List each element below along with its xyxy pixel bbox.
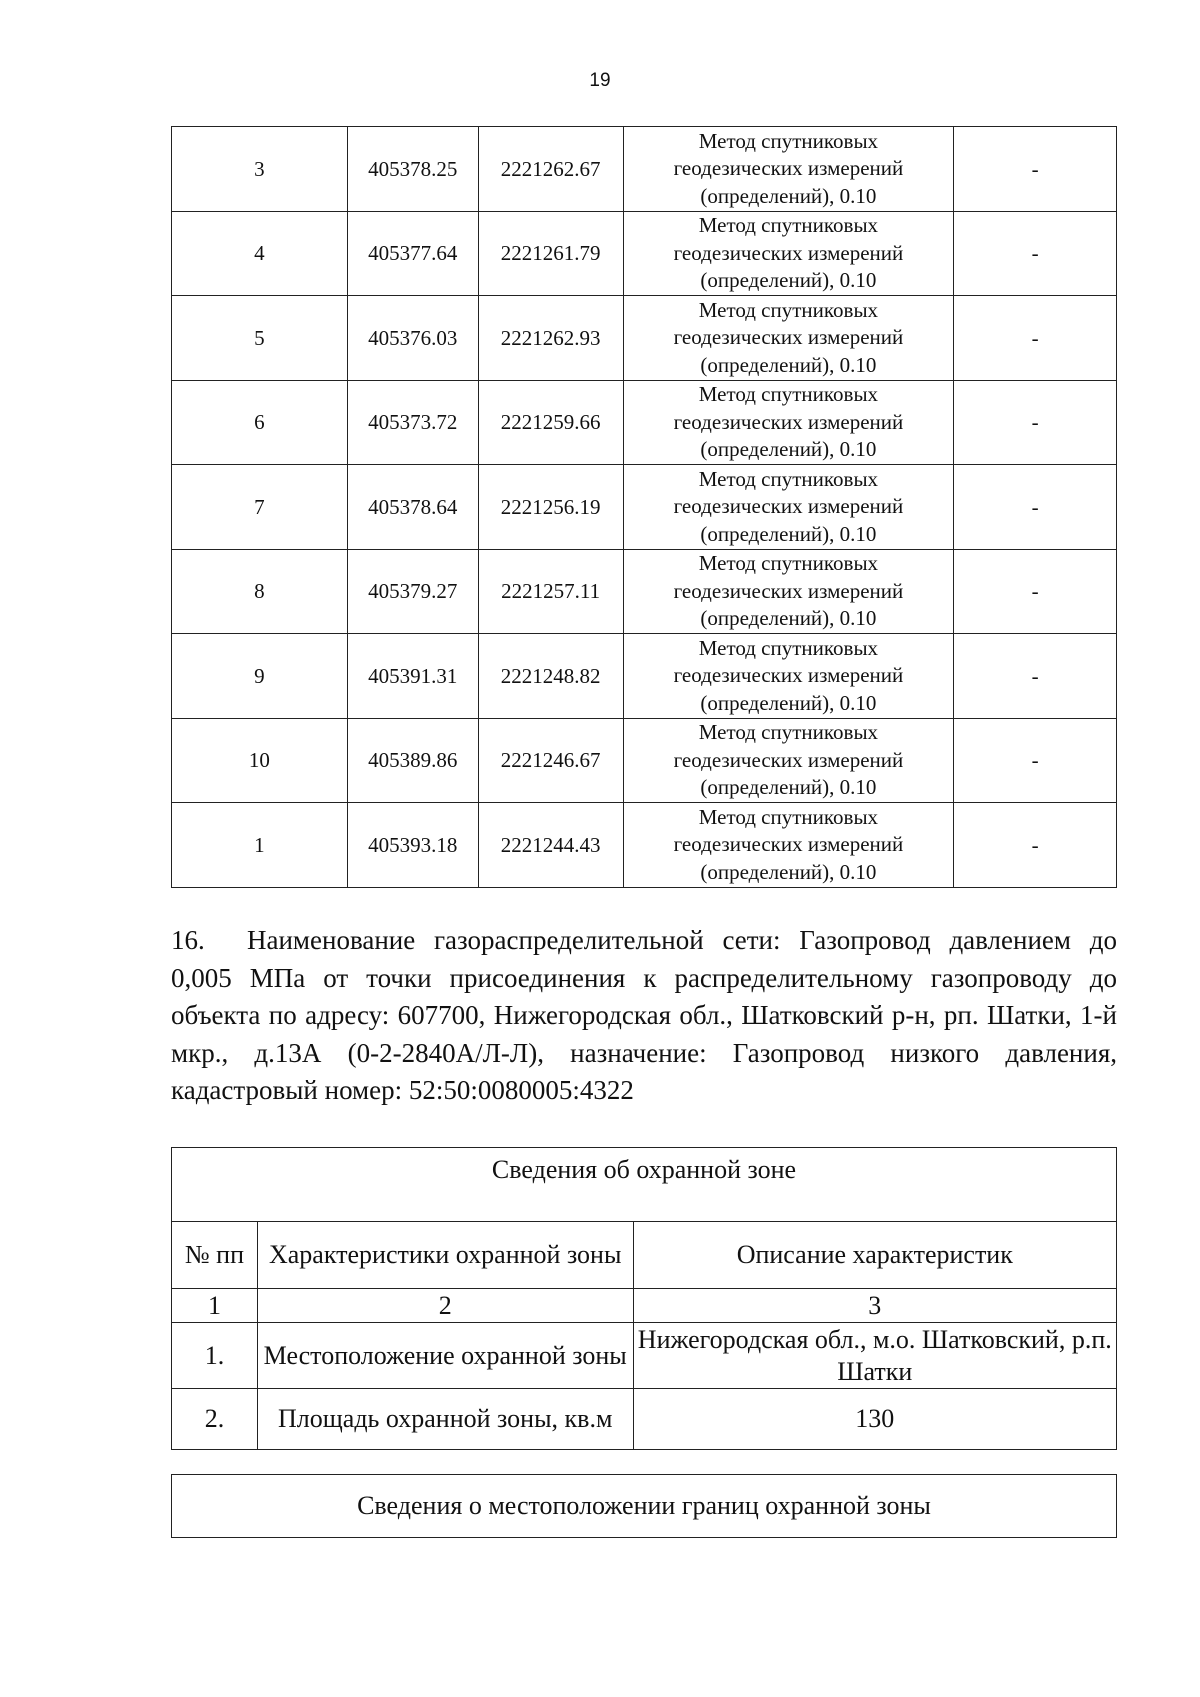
method-line: (определений), 0.10 — [700, 690, 877, 715]
method-line: Метод спутниковых — [698, 720, 879, 744]
point-number: 7 — [172, 465, 348, 550]
point-number: 10 — [172, 718, 348, 803]
column-index: 3 — [633, 1289, 1116, 1323]
y-coordinate: 2221256.19 — [478, 465, 623, 550]
y-coordinate: 2221248.82 — [478, 634, 623, 719]
measurement-method — [623, 127, 954, 212]
x-coordinate: 405378.25 — [347, 127, 478, 212]
method-line: геодезических измерений — [673, 494, 904, 518]
note: - — [954, 549, 1117, 634]
point-number: 3 — [172, 127, 348, 212]
y-coordinate: 2221259.66 — [478, 380, 623, 465]
measurement-method — [623, 718, 954, 803]
method-line: Метод спутниковых — [698, 128, 879, 153]
boundaries-section-title: Сведения о местоположении границ охранной зоны — [171, 1474, 1117, 1538]
point-number: 9 — [172, 634, 348, 719]
note: - — [954, 465, 1117, 550]
x-coordinate: 405378.64 — [347, 465, 478, 550]
measurement-method — [623, 465, 954, 550]
y-coordinate: 2221262.93 — [478, 296, 623, 381]
note: - — [954, 718, 1117, 803]
method-line: геодезических измерений — [673, 240, 904, 265]
method-line: Метод спутниковых — [698, 466, 879, 491]
note: - — [954, 380, 1117, 465]
note: - — [954, 296, 1117, 381]
method-line: геодезических измерений — [673, 663, 904, 687]
method-line: геодезических измерений — [673, 409, 904, 434]
x-coordinate: 405376.03 — [347, 296, 478, 381]
method-line: Метод спутниковых — [698, 804, 879, 829]
point-number: 6 — [172, 380, 348, 465]
coord-row — [172, 718, 1117, 803]
location-value: Нижегородская обл., м.о. Шатковский, р.п. Шатки — [633, 1323, 1116, 1389]
coord-row — [172, 634, 1117, 719]
measurement-method — [623, 380, 954, 465]
x-coordinate: 405393.18 — [347, 803, 478, 888]
x-coordinate: 405373.72 — [347, 380, 478, 465]
point-number: 1 — [172, 803, 348, 888]
x-coordinate: 405389.86 — [347, 718, 478, 803]
method-line: (определений), 0.10 — [700, 437, 877, 461]
location-label: Местоположение охранной зоны — [257, 1323, 633, 1389]
method-line: (определений), 0.10 — [700, 268, 877, 292]
y-coordinate: 2221244.43 — [478, 803, 623, 888]
method-line: Метод спутниковых — [698, 382, 879, 406]
method-line: Метод спутниковых — [698, 635, 879, 660]
note: - — [954, 634, 1117, 719]
method-line: Метод спутниковых — [698, 297, 879, 322]
method-line: (определений), 0.10 — [700, 859, 877, 884]
note: - — [954, 127, 1117, 212]
measurement-method — [623, 296, 954, 381]
page-number: 19 — [589, 70, 611, 91]
coordinates-table — [171, 126, 1117, 888]
column-index: 1 — [172, 1289, 258, 1323]
measurement-method — [623, 211, 954, 296]
note: - — [954, 211, 1117, 296]
method-line: геодезических измерений — [673, 578, 904, 603]
x-coordinate: 405379.27 — [347, 549, 478, 634]
row-number: 2. — [172, 1389, 258, 1450]
coord-row — [172, 380, 1117, 465]
method-line: геодезических измерений — [673, 747, 904, 772]
measurement-method — [623, 549, 954, 634]
y-coordinate: 2221257.11 — [478, 549, 623, 634]
zone-table-title: Сведения об охранной зоне — [172, 1148, 1117, 1222]
section-text: Наименование газораспределительной сети: Газопровод давлением до 0,005 МПа от точки присоединения к распределительному газопроводу до объекта по адресу: 607700, Нижегородская обл., Шатковский р-н, рп. Шатки, 1-й мкр., д.13А (0-2-2840А/Л-Л), назначение: Газопровод низкого давления, кадастровый номер: 52:50:0080005:4322 — [171, 925, 1117, 1105]
area-label: Площадь охранной зоны, кв.м — [257, 1389, 633, 1450]
point-number: 5 — [172, 296, 348, 381]
x-coordinate: 405377.64 — [347, 211, 478, 296]
section-number: 16. — [171, 925, 205, 955]
x-coordinate: 405391.31 — [347, 634, 478, 719]
area-value: 130 — [633, 1389, 1116, 1450]
y-coordinate: 2221246.67 — [478, 718, 623, 803]
coord-row — [172, 803, 1117, 888]
method-line: Метод спутниковых — [698, 213, 879, 237]
method-line: геодезических измерений — [673, 832, 904, 856]
coord-row — [172, 211, 1117, 296]
coord-row — [172, 296, 1117, 381]
header-description: Описание характеристик — [633, 1222, 1116, 1289]
method-line: (определений), 0.10 — [700, 521, 877, 546]
y-coordinate: 2221261.79 — [478, 211, 623, 296]
section-16-paragraph — [171, 922, 1117, 1110]
measurement-method — [623, 803, 954, 888]
method-line: (определений), 0.10 — [700, 183, 877, 208]
y-coordinate: 2221262.67 — [478, 127, 623, 212]
measurement-method — [623, 634, 954, 719]
method-line: геодезических измерений — [673, 156, 904, 180]
column-index: 2 — [257, 1289, 633, 1323]
header-characteristics: Характеристики охранной зоны — [257, 1222, 633, 1289]
coord-row — [172, 127, 1117, 212]
method-line: (определений), 0.10 — [700, 606, 877, 630]
note: - — [954, 803, 1117, 888]
row-number: 1. — [172, 1323, 258, 1389]
coord-row — [172, 465, 1117, 550]
header-number: № пп — [172, 1222, 258, 1289]
protection-zone-table — [171, 1147, 1117, 1450]
method-line: Метод спутниковых — [698, 551, 879, 575]
point-number: 4 — [172, 211, 348, 296]
point-number: 8 — [172, 549, 348, 634]
method-line: (определений), 0.10 — [700, 352, 877, 377]
method-line: (определений), 0.10 — [700, 775, 877, 799]
coord-row — [172, 549, 1117, 634]
method-line: геодезических измерений — [673, 325, 904, 349]
